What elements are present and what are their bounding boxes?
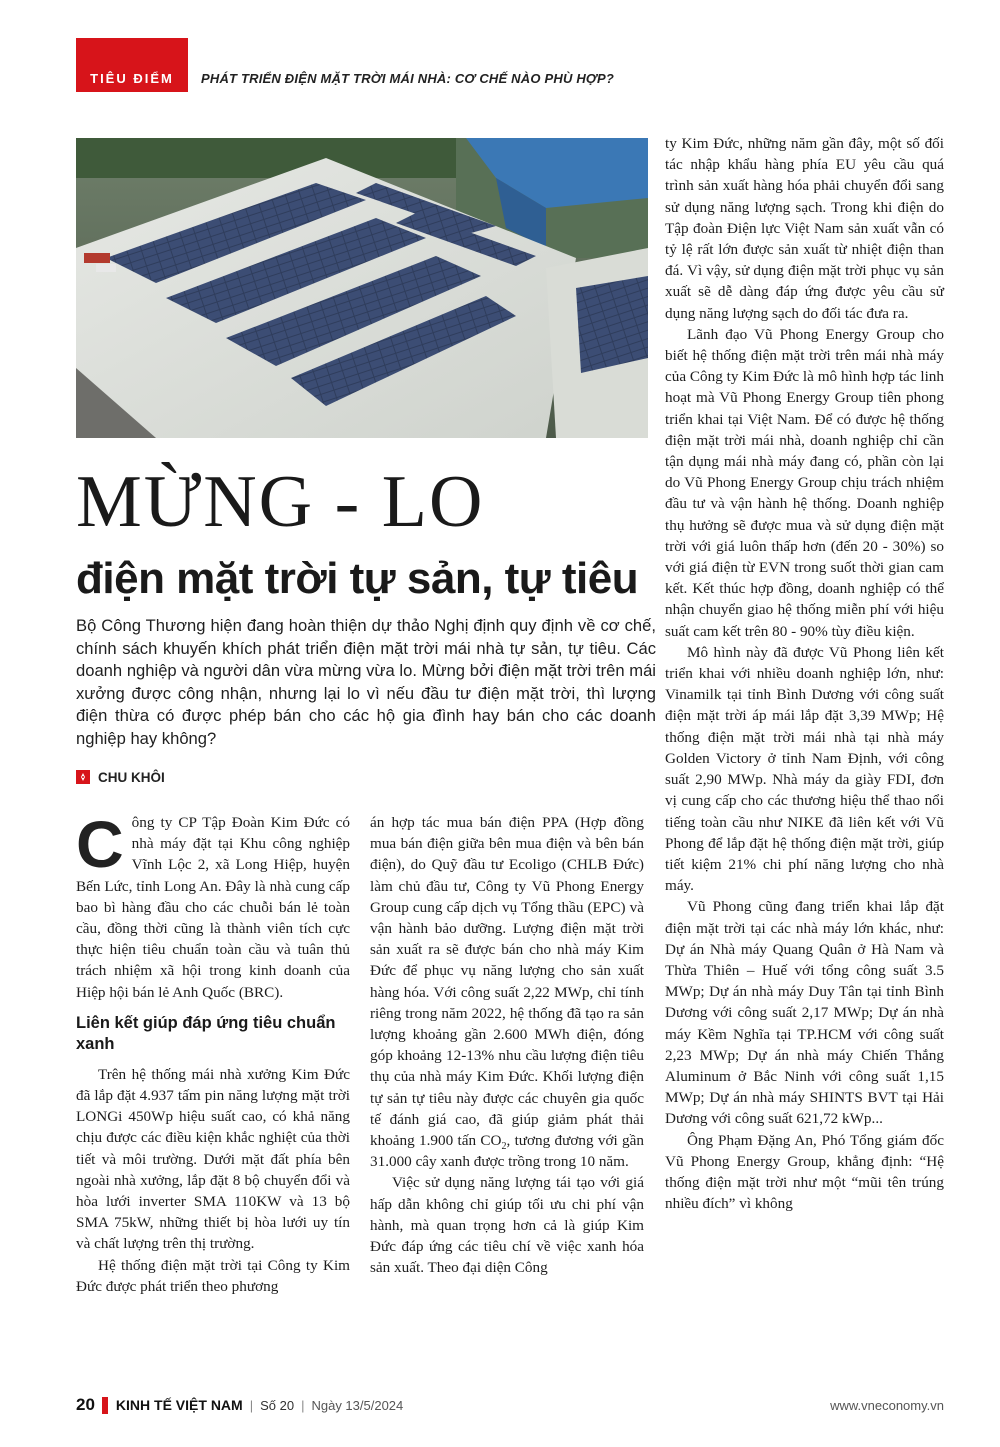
paragraph: Trên hệ thống mái nhà xưởng Kim Đức đã lắp đặt 4.937 tấm pin năng lượng mặt trời LONGi 450Wp hiệu suất cao, có khả năng chịu được các điều kiện khắc nghiệt của thời tiết và môi trường. Dưới mặt đất phía bên ngoài nhà xưởng, lắp đặt 8 bộ chuyển đổi và hòa lưới inverter SMA 110KW và 13 bộ SMA 75kW, những thiết bị hòa lưới uy tín và chất lượng trên thị trường. [76,1065,350,1253]
paragraph: Mô hình này đã được Vũ Phong liên kết triển khai với nhiều doanh nghiệp lớn, như: Vinamilk tại tỉnh Bình Dương với công suất điện mặt trời áp mái lắp đặt 3,39 MWp; Hệ thống điện mặt trời mái nhà tại nhà máy Golden Victory ở tỉnh Nam Định, với công suất 2,90 MWp. Nhà máy da giày FDI, đơn vị cung cấp cho các thương hiệu thể thao nổi tiếng toàn cầu như NIKE đã liên kết với Vũ Phong để lắp đặt hệ thống điện mặt trời, giúp tiết kiệm 21% chi phí năng lượng cho nhà máy. [665,643,944,895]
website-link[interactable]: www.vneconomy.vn [830,1397,944,1413]
paragraph-intro: Công ty CP Tập Đoàn Kim Đức có nhà máy đặt tại Khu công nghiệp Vĩnh Lộc 2, xã Long Hiệp, huyện Bến Lức, tỉnh Long An. Đây là nhà cung cấp bao bì hàng đầu cho các chuỗi bán lẻ toàn cầu, đồng thời cũng là thành viên tích cực thực hiện tiêu chuẩn toàn cầu và tuân thủ trách nhiệm xã hội trong kinh doanh của Hiệp hội bán lẻ Anh Quốc (BRC). [76,807,350,1001]
paragraph: Hệ thống điện mặt trời tại Công ty Kim Đức được phát triển theo phương [76,1256,350,1295]
page-header [76,66,944,92]
topic-label: PHÁT TRIỂN ĐIỆN MẶT TRỜI MÁI NHÀ: CƠ CHẾ NÀO PHÙ HỢP? [201,71,615,86]
paragraph: án hợp tác mua bán điện PPA (Hợp đồng mua bán điện giữa bên mua điện và bên bán điện), do Quỹ đầu tư Ecoligo (CHLB Đức) làm chủ đầu tư, Công ty Vũ Phong Energy Group cung cấp dịch vụ Tổng thầu (EPC) và vận hành bảo dưỡng. Lượng điện mặt trời sản xuất ra sẽ được bán cho nhà máy Kim Đức để phục vụ năng lượng cho sản xuất hàng hóa. Với công suất 2,22 MWp, chỉ tính riêng trong năm 2022, hệ thống đã tạo ra sản lượng khoảng gần 2.600 MWh điện, đóng góp khoảng 12-13% nhu cầu lượng điện tiêu thụ của nhà máy Kim Đức. Khối lượng điện tự sản tự tiêu này được các chuyên gia quốc tế đánh giá cao, đã giúp giảm phát thải khoảng 1.900 tấn $CO_2$, tương đương với gần 31.000 cây xanh được trồng trong 10 năm. [370,814,644,1171]
page-footer [76,1392,944,1418]
dropcap: C [76,807,124,881]
pen-icon [76,770,90,784]
section-label: TIÊU ĐIỂM [76,66,188,92]
article-column-1 [76,807,350,1297]
paragraph: Ông Phạm Đặng An, Phó Tổng giám đốc Vũ Phong Energy Group, khẳng định: “Hệ thống điện mặt trời như một “mũi tên trúng nhiều đích” vì không [665,1131,944,1213]
paragraph: Việc sử dụng năng lượng tái tạo với giá hấp dẫn không chỉ giúp tối ưu chi phí vận hành, mà quan trọng hơn cả là giúp Kim Đức đáp ứng các tiêu chí về việc xanh hóa sản xuất. Theo đại diện Công [370,1174,644,1277]
footer-separator: | [249,1397,254,1413]
article-lead: Bộ Công Thương hiện đang hoàn thiện dự thảo Nghị định quy định về cơ chế, chính sách khuyến khích phát triển điện mặt trời mái nhà tự sản, tự tiêu. Các doanh nghiệp và người dân vừa mừng vừa lo. Mừng bởi điện mặt trời trên mái xưởng được công nhận, nhưng lại lo vì nếu đầu tư điện mặt trời, thì lượng điện thừa có được phép bán cho các hộ gia đình hay bán cho các doanh nghiệp hay không? [76,616,656,748]
author-name: CHU KHÔI [98,769,165,785]
paragraph: Lãnh đạo Vũ Phong Energy Group cho biết hệ thống điện mặt trời trên mái nhà máy của Công ty Kim Đức là mô hình hợp tác linh hoạt mà Vũ Phong Energy Group tiên phong triển khai tại Việt Nam. Để có được hệ thống điện mặt trời mái nhà, doanh nghiệp chỉ cần tận dụng mái nhà máy đang có, phần còn lại do Vũ Phong Energy Group chịu trách nhiệm đầu tư và vận hành hệ thống. Doanh nghiệp thụ hưởng sẽ được mua và sử dụng điện mặt trời với giá luôn thấp hơn (đến 20 - 30%) so với giá điện từ EVN trong suốt thời gian cam kết. Kết thúc hợp đồng, doanh nghiệp có thể nhận chuyển giao hệ thống miễn phí với hiệu suất cam kết trên 80 - 90% tùy điều kiện. [665,325,944,640]
section-subhead: Liên kết giúp đáp ứng tiêu chuẩn xanh [76,1013,336,1053]
article-title: MỪNG - LO [76,461,485,543]
paragraph: ty Kim Đức, những năm gần đây, một số đối tác nhập khẩu hàng phía EU yêu cầu quá trình sản xuất hàng hóa phải chuyển đổi sang sử dụng năng lượng sạch. Trong khi điện do Tập đoàn Điện lực Việt Nam sản xuất vẫn có tỷ lệ rất lớn được sản xuất từ nhiệt điện than đá. Vì vậy, sử dụng điện mặt trời phục vụ sản xuất sẽ dễ dàng đáp ứng được yêu cầu sử dụng năng lượng sạch do đối tác đưa ra. [665,135,944,322]
issue-date: Ngày 13/5/2024 [311,1397,404,1413]
author-byline [76,768,165,786]
magazine-name: KINH TẾ VIỆT NAM [115,1397,243,1413]
issue-number: Số 20 [260,1397,295,1413]
rooftop-solar-illustration [76,138,648,438]
rooftop-solar-photo [76,138,648,438]
footer-separator: | [301,1397,305,1413]
header-red-strip [76,38,188,66]
article-column-3 [665,133,944,1214]
article-column-2 [370,812,644,1278]
article-subtitle: điện mặt trời tự sản, tự tiêu [76,554,639,603]
page-number: 20 [76,1395,95,1414]
footer-red-bar [102,1397,108,1414]
paragraph: Vũ Phong cũng đang triển khai lắp đặt điện mặt trời tại các nhà máy lớn khác, như: Dự án Nhà máy Quang Quân ở Hà Nam và Thừa Thiên – Huế với tổng công suất 3.5 MWp; Dự án nhà máy Duy Tân tại tỉnh Bình Dương với công suất 2,17 MWp; Dự án nhà máy Kềm Nghĩa tại TP.HCM với công suất 2,23 MWp; Dự án nhà máy Chiến Thắng Aluminum ở Bắc Ninh với công suất 1,15 MWp; Dự án nhà máy SHINTS BVT tại Hải Dương với công suất 621,72 kWp... [665,898,944,1128]
